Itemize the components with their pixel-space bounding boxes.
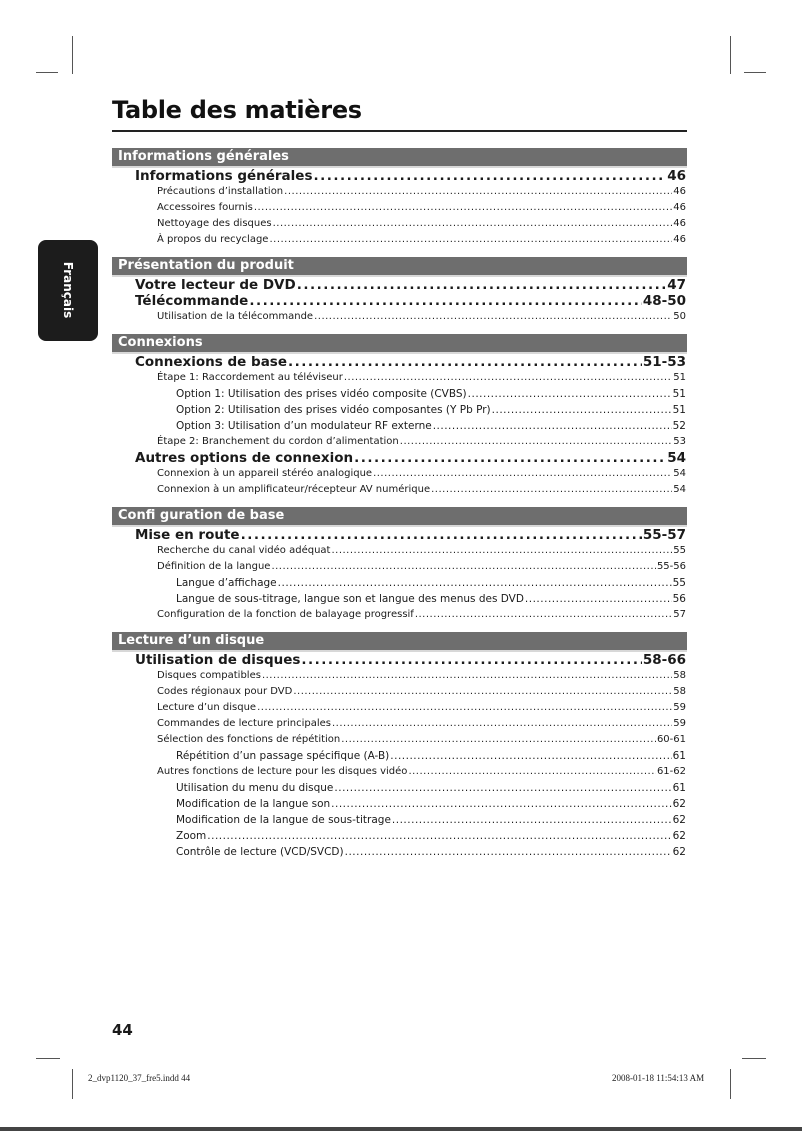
toc-entry-title: Accessoires fournis bbox=[157, 202, 253, 213]
toc-entry-page: 58-66 bbox=[642, 652, 686, 668]
toc-entry-title: Sélection des fonctions de répétition bbox=[157, 734, 341, 745]
toc-entry-page: 61 bbox=[672, 750, 686, 762]
crop-mark bbox=[730, 36, 731, 74]
toc-entry-title: Disques compatibles bbox=[157, 670, 261, 681]
toc-entry-page: 58 bbox=[673, 686, 686, 697]
toc-entry[interactable] bbox=[112, 466, 687, 482]
toc-entry-title: Définition de la langue bbox=[157, 561, 271, 572]
toc-entry-title: Mise en route bbox=[135, 527, 240, 543]
toc-entry-title: À propos du recyclage bbox=[157, 234, 269, 245]
toc-entry-page: 62 bbox=[672, 798, 686, 810]
dot-leader bbox=[293, 684, 672, 700]
toc-entry-title: Connexion à un amplificateur/récepteur AV numérique bbox=[157, 484, 431, 495]
toc-entry[interactable] bbox=[112, 418, 687, 434]
dot-leader bbox=[271, 559, 655, 575]
toc-entry-page: 59 bbox=[673, 718, 686, 729]
dot-leader bbox=[408, 764, 656, 780]
dot-leader bbox=[492, 402, 672, 418]
dot-leader bbox=[273, 216, 673, 232]
toc-entry-title: Utilisation du menu du disque bbox=[176, 782, 334, 794]
dot-leader bbox=[314, 309, 672, 325]
language-tab bbox=[38, 240, 98, 341]
dot-leader bbox=[257, 700, 672, 716]
dot-leader bbox=[262, 668, 672, 684]
toc-entry-title: Télécommande bbox=[135, 293, 249, 309]
toc-entry-title: Option 2: Utilisation des prises vidéo composantes (Y Pb Pr) bbox=[176, 404, 491, 416]
dot-leader bbox=[269, 232, 672, 248]
toc-entry-page: 58 bbox=[673, 670, 686, 681]
toc-entry-title: Configuration de la fonction de balayage progressif bbox=[157, 609, 414, 620]
toc-entry[interactable] bbox=[112, 293, 687, 309]
toc-entry[interactable] bbox=[112, 200, 687, 216]
toc-entry-title: Étape 1: Raccordement au téléviseur bbox=[157, 372, 343, 383]
toc-entry-page: 51 bbox=[672, 388, 686, 400]
toc-entry-page: 46 bbox=[673, 218, 686, 229]
toc-entry-title: Lecture d’un disque bbox=[157, 702, 257, 713]
dot-leader bbox=[354, 450, 666, 466]
section-heading: Présentation du produit bbox=[112, 257, 687, 277]
toc-entry-title: Utilisation de la télécommande bbox=[157, 311, 314, 322]
dot-leader bbox=[331, 543, 672, 559]
toc-entry-page: 61-62 bbox=[656, 766, 686, 777]
toc-entry-page: 54 bbox=[667, 450, 686, 466]
toc-entry-page: 50 bbox=[673, 311, 686, 322]
toc-entry[interactable] bbox=[112, 796, 687, 812]
language-tab-label: Français bbox=[61, 261, 75, 319]
toc-entry-page: 62 bbox=[672, 846, 686, 858]
toc-entry[interactable] bbox=[112, 402, 687, 418]
toc-entry[interactable] bbox=[112, 591, 687, 607]
page-title: Table des matières bbox=[112, 96, 362, 124]
dot-leader bbox=[341, 732, 656, 748]
toc-entry-page: 56 bbox=[672, 593, 686, 605]
toc-entry[interactable] bbox=[112, 450, 687, 466]
toc-entry-page: 55 bbox=[672, 577, 686, 589]
toc-entry-page: 52 bbox=[672, 420, 686, 432]
toc-entry[interactable] bbox=[112, 828, 687, 844]
dot-leader bbox=[468, 386, 672, 402]
dot-leader bbox=[345, 844, 672, 860]
toc-entry-title: Codes régionaux pour DVD bbox=[157, 686, 293, 697]
toc-entry-title: Langue d’affichage bbox=[176, 577, 277, 589]
toc-entry-page: 62 bbox=[672, 814, 686, 826]
toc-entry-page: 55-57 bbox=[642, 527, 686, 543]
toc-entry-title: Votre lecteur de DVD bbox=[135, 277, 296, 293]
toc-entry[interactable] bbox=[112, 668, 687, 684]
toc-entry[interactable] bbox=[112, 812, 687, 828]
toc-entry-page: 46 bbox=[673, 234, 686, 245]
toc-entry-page: 57 bbox=[673, 609, 686, 620]
toc-entry-page: 59 bbox=[673, 702, 686, 713]
dot-leader bbox=[415, 607, 672, 623]
toc-entry[interactable] bbox=[112, 764, 687, 780]
toc-entry-page: 46 bbox=[673, 186, 686, 197]
slug-filename: 2_dvp1120_37_fre5.indd 44 bbox=[88, 1073, 191, 1083]
toc-entry[interactable] bbox=[112, 434, 687, 450]
toc-entry-title: Option 3: Utilisation d’un modulateur RF externe bbox=[176, 420, 432, 432]
dot-leader bbox=[254, 200, 672, 216]
toc-entry[interactable] bbox=[112, 543, 687, 559]
slug-timestamp: 2008-01-18 11:54:13 AM bbox=[612, 1073, 705, 1083]
toc-entry-title: Connexions de base bbox=[135, 354, 288, 370]
toc-entry[interactable] bbox=[112, 575, 687, 591]
crop-mark bbox=[744, 72, 766, 73]
toc-entry-page: 55 bbox=[673, 545, 686, 556]
toc-entry[interactable] bbox=[112, 684, 687, 700]
dot-leader bbox=[525, 591, 672, 607]
toc-entry[interactable] bbox=[112, 354, 687, 370]
table-of-contents bbox=[112, 148, 687, 860]
dot-leader bbox=[344, 370, 672, 386]
toc-entry-page: 55-56 bbox=[656, 561, 686, 572]
dot-leader bbox=[297, 277, 667, 293]
toc-entry-title: Modification de la langue de sous-titrage bbox=[176, 814, 391, 826]
toc-entry-title: Nettoyage des disques bbox=[157, 218, 272, 229]
toc-entry-title: Étape 2: Branchement du cordon d’alimentation bbox=[157, 436, 399, 447]
toc-entry-title: Commandes de lecture principales bbox=[157, 718, 331, 729]
crop-mark bbox=[742, 1058, 766, 1059]
toc-entry[interactable] bbox=[112, 232, 687, 248]
toc-entry-title: Option 1: Utilisation des prises vidéo composite (CVBS) bbox=[176, 388, 467, 400]
dot-leader bbox=[331, 796, 671, 812]
dot-leader bbox=[373, 466, 672, 482]
dot-leader bbox=[278, 575, 672, 591]
section-heading: Lecture d’un disque bbox=[112, 632, 687, 652]
dot-leader bbox=[249, 293, 642, 309]
toc-entry[interactable] bbox=[112, 780, 687, 796]
toc-entry[interactable] bbox=[112, 748, 687, 764]
toc-entry[interactable] bbox=[112, 559, 687, 575]
toc-entry[interactable] bbox=[112, 370, 687, 386]
toc-entry-title: Connexion à un appareil stéréo analogique bbox=[157, 468, 373, 479]
dot-leader bbox=[332, 716, 672, 732]
toc-entry-page: 46 bbox=[673, 202, 686, 213]
toc-entry[interactable] bbox=[112, 482, 687, 498]
toc-entry-page: 51-53 bbox=[642, 354, 686, 370]
toc-entry[interactable] bbox=[112, 184, 687, 200]
title-rule bbox=[112, 130, 687, 132]
toc-entry-page: 61 bbox=[672, 782, 686, 794]
toc-entry-title: Précautions d’installation bbox=[157, 186, 284, 197]
toc-entry-title: Contrôle de lecture (VCD/SVCD) bbox=[176, 846, 344, 858]
toc-entry[interactable] bbox=[112, 700, 687, 716]
toc-entry-page: 53 bbox=[673, 436, 686, 447]
dot-leader bbox=[314, 168, 667, 184]
toc-entry-page: 54 bbox=[673, 484, 686, 495]
toc-entry-page: 47 bbox=[667, 277, 686, 293]
crop-mark bbox=[36, 72, 58, 73]
toc-entry[interactable] bbox=[112, 216, 687, 232]
page-number: 44 bbox=[112, 1021, 133, 1039]
toc-entry-title: Autres fonctions de lecture pour les disques vidéo bbox=[157, 766, 408, 777]
dot-leader bbox=[392, 812, 672, 828]
toc-entry-page: 46 bbox=[667, 168, 686, 184]
toc-entry[interactable] bbox=[112, 168, 687, 184]
toc-entry[interactable] bbox=[112, 716, 687, 732]
toc-entry-title: Autres options de connexion bbox=[135, 450, 354, 466]
toc-entry[interactable] bbox=[112, 732, 687, 748]
toc-entry-title: Utilisation de disques bbox=[135, 652, 301, 668]
dot-leader bbox=[433, 418, 672, 434]
dot-leader bbox=[301, 652, 641, 668]
toc-entry[interactable] bbox=[112, 607, 687, 623]
crop-mark bbox=[72, 36, 73, 74]
dot-leader bbox=[288, 354, 642, 370]
toc-entry[interactable] bbox=[112, 309, 687, 325]
toc-entry[interactable] bbox=[112, 527, 687, 543]
bottom-edge bbox=[0, 1127, 802, 1131]
toc-entry-title: Recherche du canal vidéo adéquat bbox=[157, 545, 331, 556]
toc-entry-title: Répétition d’un passage spécifique (A-B) bbox=[176, 750, 390, 762]
toc-entry-page: 48-50 bbox=[642, 293, 686, 309]
toc-entry-title: Modification de la langue son bbox=[176, 798, 331, 810]
toc-entry[interactable] bbox=[112, 277, 687, 293]
toc-entry-page: 54 bbox=[673, 468, 686, 479]
section-heading: Informations générales bbox=[112, 148, 687, 168]
dot-leader bbox=[400, 434, 673, 450]
crop-mark bbox=[36, 1058, 60, 1059]
toc-entry-title: Informations générales bbox=[135, 168, 313, 184]
toc-entry[interactable] bbox=[112, 386, 687, 402]
section-heading: Confi guration de base bbox=[112, 507, 687, 527]
dot-leader bbox=[334, 780, 671, 796]
dot-leader bbox=[284, 184, 672, 200]
dot-leader bbox=[390, 748, 671, 764]
toc-entry-page: 62 bbox=[672, 830, 686, 842]
section-heading: Connexions bbox=[112, 334, 687, 354]
crop-mark bbox=[72, 1069, 73, 1099]
toc-entry[interactable] bbox=[112, 652, 687, 668]
dot-leader bbox=[207, 828, 671, 844]
toc-entry-title: Langue de sous-titrage, langue son et langue des menus des DVD bbox=[176, 593, 524, 605]
toc-entry-page: 60-61 bbox=[656, 734, 686, 745]
toc-entry-page: 51 bbox=[673, 372, 686, 383]
dot-leader bbox=[431, 482, 672, 498]
crop-mark bbox=[730, 1069, 731, 1099]
dot-leader bbox=[241, 527, 642, 543]
toc-entry-title: Zoom bbox=[176, 830, 207, 842]
toc-entry-page: 51 bbox=[672, 404, 686, 416]
toc-entry[interactable] bbox=[112, 844, 687, 860]
